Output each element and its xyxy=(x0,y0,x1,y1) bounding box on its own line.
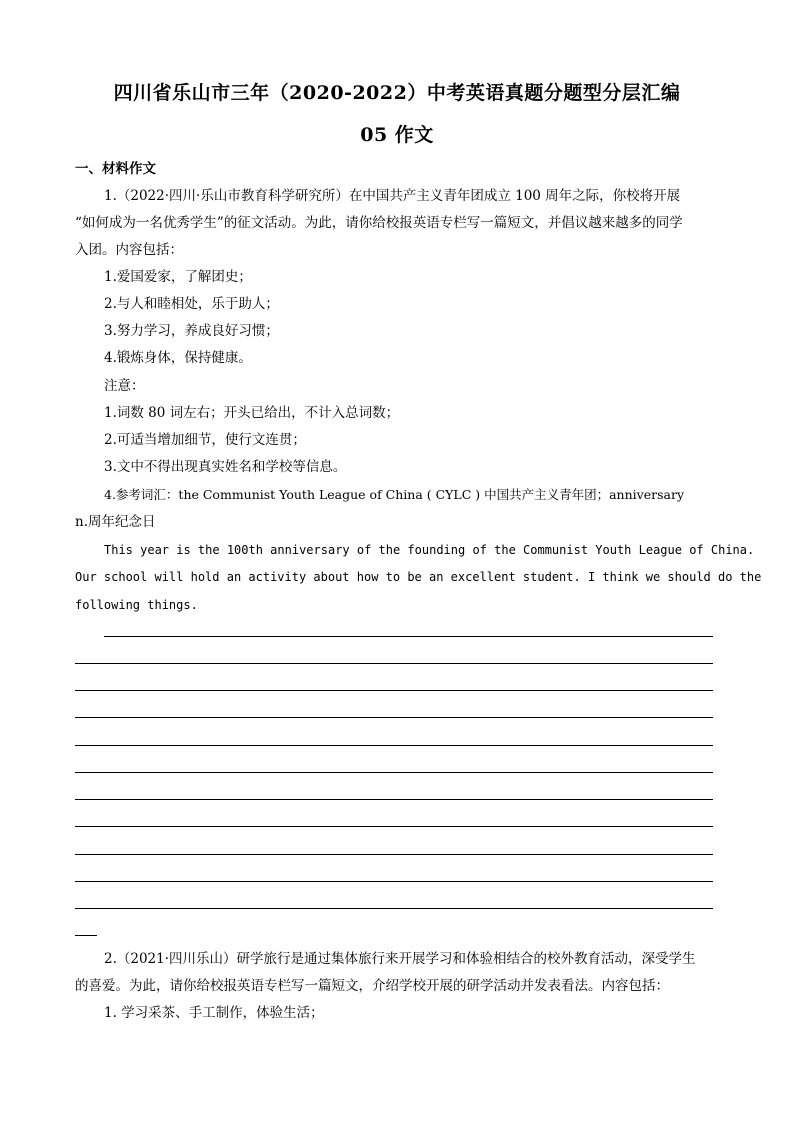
q1-note-1: 1.词数 80 词左右；开头已给出，不计入总词数； xyxy=(104,405,400,421)
q2-point-1: 1. 学习采茶、手工制作，体验生活； xyxy=(104,1005,324,1021)
answer-line[interactable] xyxy=(75,690,713,691)
q1-intro-line-1: 1.（2022·四川·乐山市教育科学研究所）在中国共产主义青年团成立 100 周年之际，你校将开展 xyxy=(104,188,681,204)
q1-point-4: 4.锻炼身体，保持健康。 xyxy=(104,350,252,366)
q1-note-4: 4.参考词汇：the Communist Youth League of China ( CYLC ) 中国共产主义青年团；anniversary xyxy=(104,487,684,502)
q2-intro-line-2: 的喜爱。为此，请你给校报英语专栏写一篇短文，介绍学校开展的研学活动并发表看法。内容包括： xyxy=(75,978,669,994)
q1-opening-line-2: Our school will hold an activity about how to be an excellent student. I think we should do the xyxy=(75,570,762,584)
answer-line[interactable] xyxy=(75,745,713,746)
q1-point-2: 2.与人和睦相处，乐于助人； xyxy=(104,296,279,312)
section-heading: 一、材料作文 xyxy=(75,161,156,177)
answer-line[interactable] xyxy=(75,717,713,718)
q1-note-2: 2.可适当增加细节，使行文连贯； xyxy=(104,432,306,448)
answer-line[interactable] xyxy=(75,881,713,882)
q1-point-3: 3.努力学习，养成良好习惯； xyxy=(104,323,279,339)
answer-line[interactable] xyxy=(75,772,713,773)
q1-note-4-continued: n.周年纪念日 xyxy=(75,514,156,530)
q1-note-3: 3.文中不得出现真实姓名和学校等信息。 xyxy=(104,459,347,475)
answer-line[interactable] xyxy=(75,663,713,664)
q1-intro-line-3: 入团。内容包括： xyxy=(75,242,183,258)
answer-line[interactable] xyxy=(75,826,713,827)
answer-line[interactable] xyxy=(75,854,713,855)
document-subtitle: 05 作文 xyxy=(360,124,434,146)
q1-intro-line-2: “如何成为一名优秀学生”的征文活动。为此，请你给校报英语专栏写一篇短文，并倡议越来越多的同学 xyxy=(75,215,683,231)
q2-intro-line-1: 2.（2021·四川乐山）研学旅行是通过集体旅行来开展学习和体验相结合的校外教育活动，深受学生 xyxy=(104,951,696,967)
q1-opening-line-1: This year is the 100th anniversary of the founding of the Communist Youth League of China. xyxy=(104,543,755,557)
answer-line[interactable] xyxy=(104,636,713,637)
q1-point-1: 1.爱国爱家，了解团史； xyxy=(104,269,252,285)
answer-line-end xyxy=(75,935,97,936)
answer-line[interactable] xyxy=(75,799,713,800)
q1-notes-label: 注意： xyxy=(104,378,145,394)
answer-line[interactable] xyxy=(75,908,713,909)
q1-opening-line-3: following things. xyxy=(75,598,198,612)
document-title: 四川省乐山市三年（2020-2022）中考英语真题分题型分层汇编 xyxy=(113,82,681,104)
